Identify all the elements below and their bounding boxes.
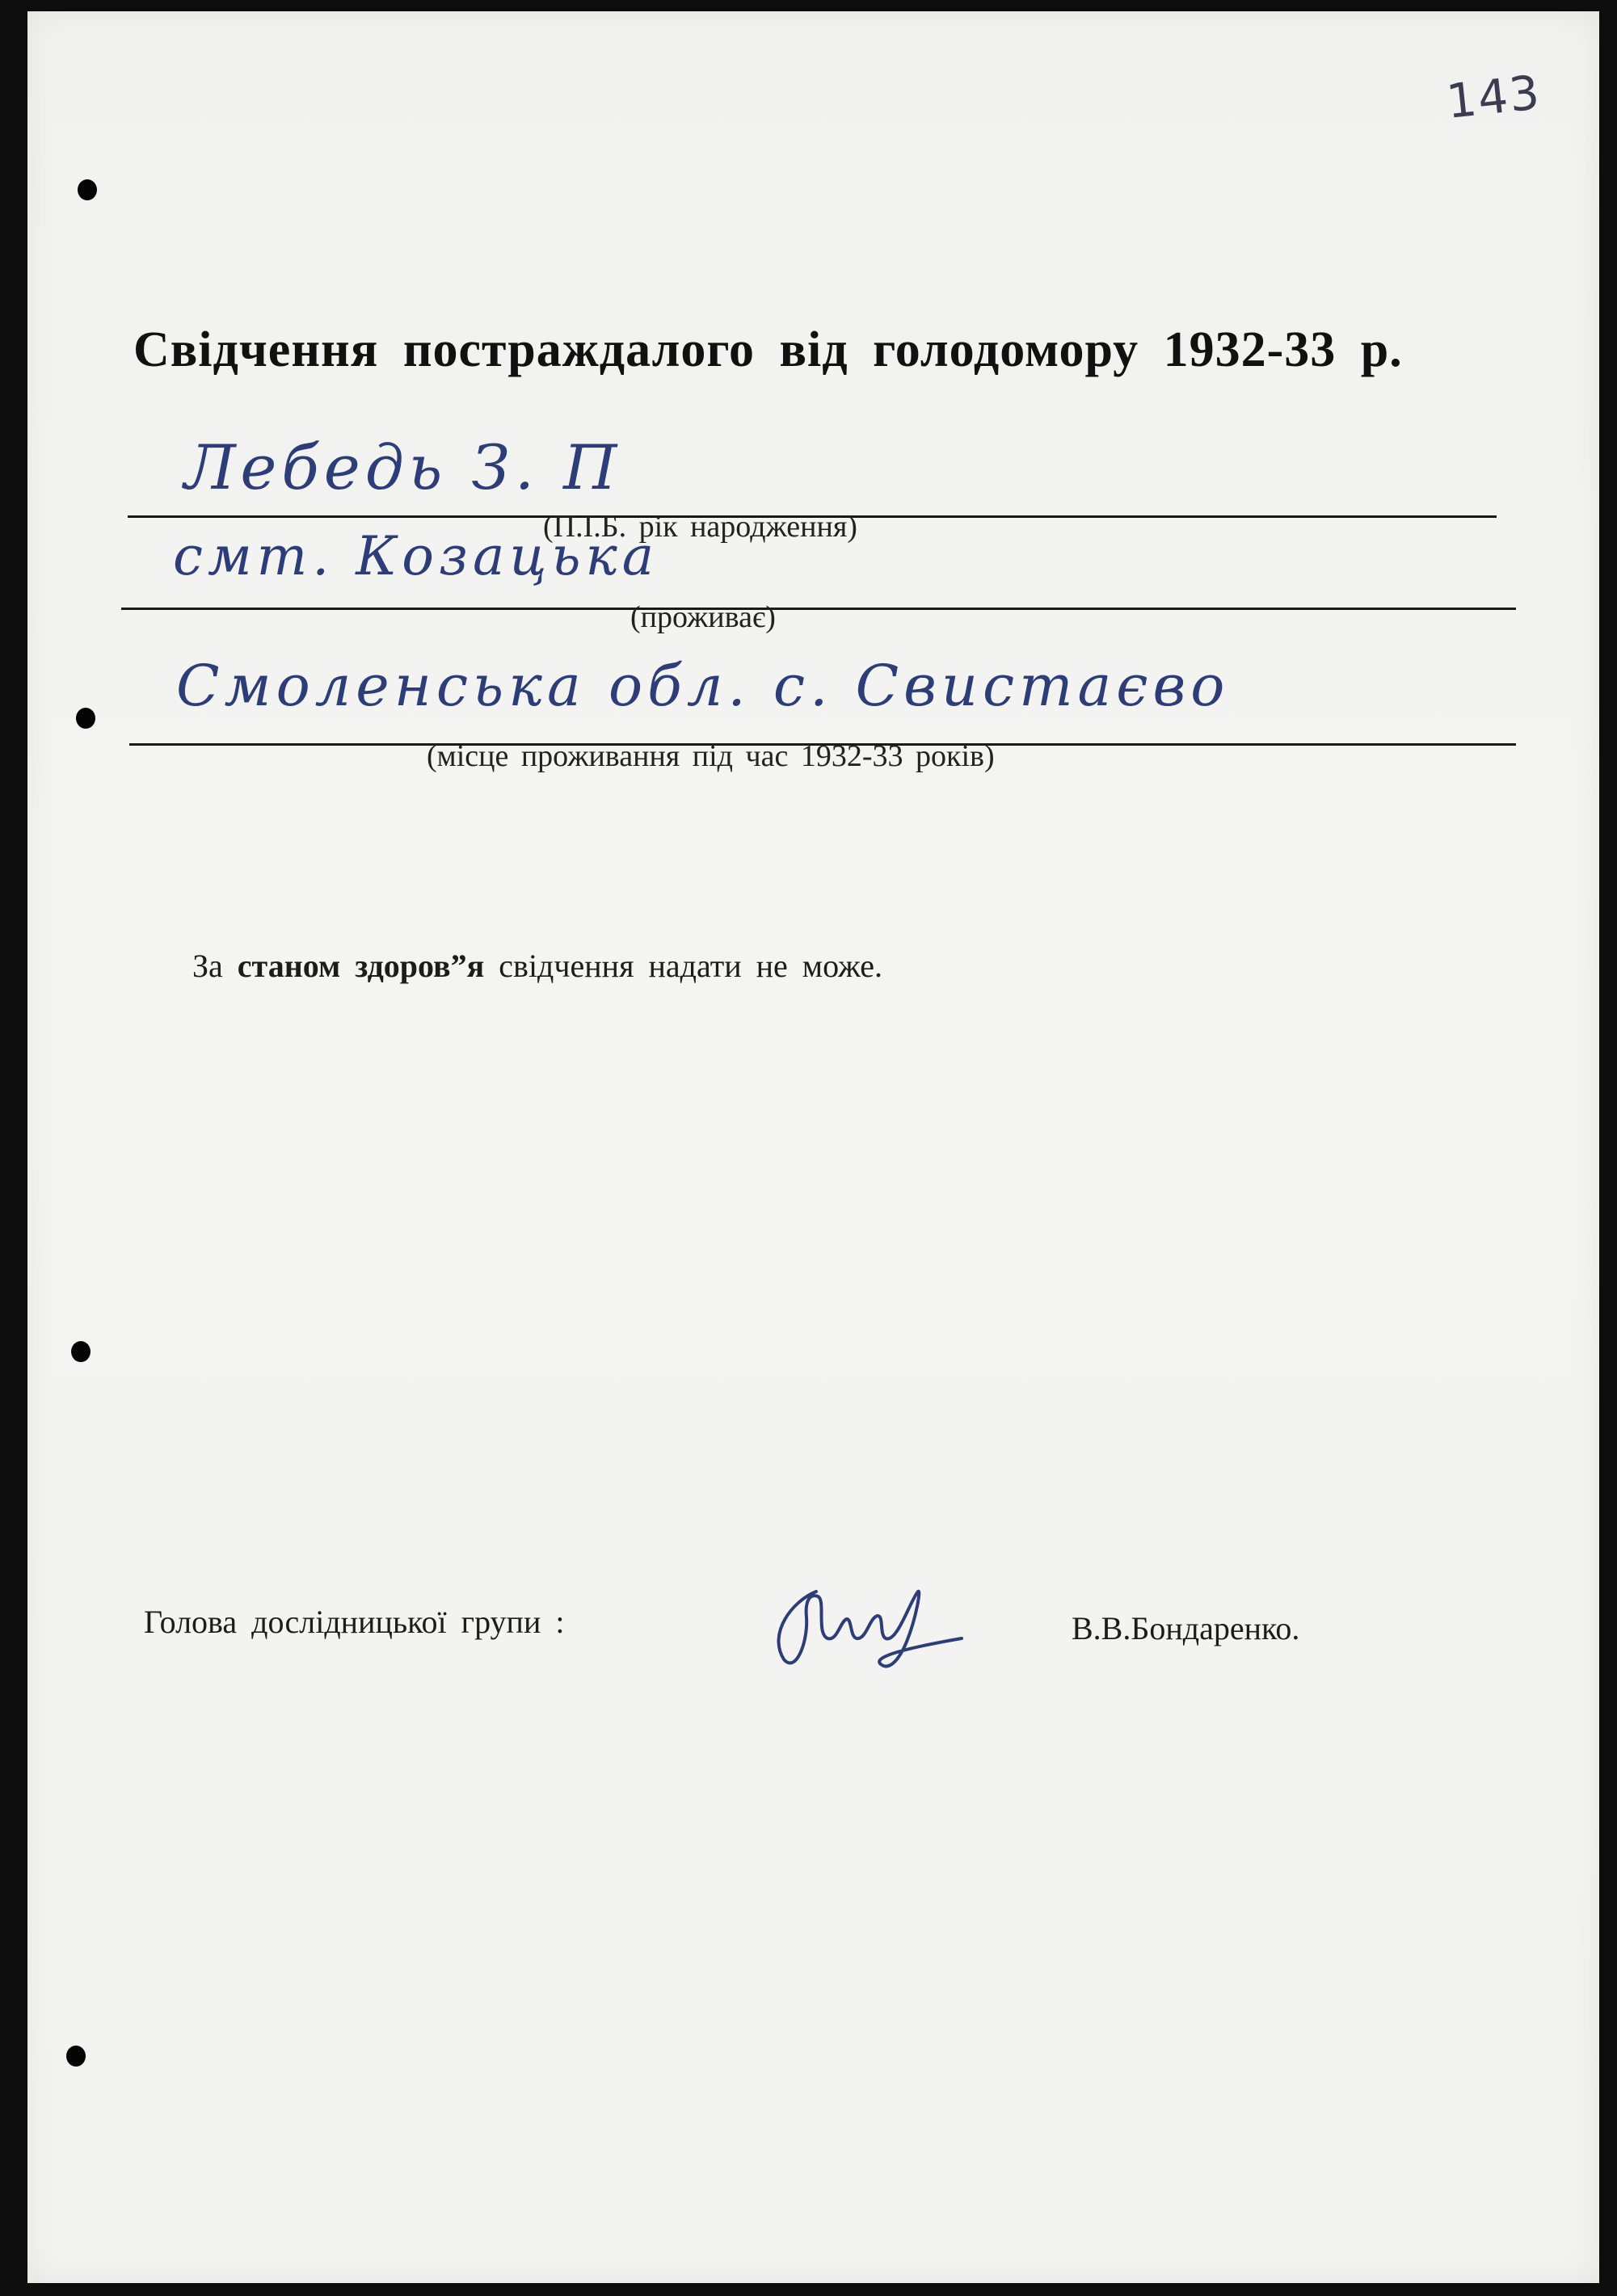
document-title: Свідчення постраждалого від голодомору 1932-33 р.: [133, 322, 1403, 377]
health-statement: [192, 947, 882, 985]
handwritten-signature: [760, 1585, 970, 1674]
page-number: 143: [1443, 65, 1543, 129]
name-caption: (П.І.Б. рік народження): [543, 510, 857, 544]
punch-hole: [78, 179, 97, 200]
handwritten-name: Лебедь З. П: [184, 431, 622, 503]
signatory-name: В.В.Бондаренко.: [1072, 1610, 1300, 1646]
punch-hole: [71, 1341, 91, 1362]
place-caption: (місце проживання під час 1932-33 років): [427, 739, 995, 773]
handwritten-place-1932-33: Смоленська обл. с. Свистаєво: [176, 653, 1230, 719]
handwritten-residence: смт. Козацька: [173, 525, 659, 587]
statement-bold: станом здоров”я: [237, 948, 485, 984]
punch-hole: [66, 2046, 86, 2067]
signature-label: Голова дослідницької групи :: [144, 1604, 565, 1640]
underline: [121, 608, 1516, 610]
punch-hole: [76, 708, 95, 729]
statement-prefix: За: [192, 948, 238, 984]
statement-suffix: свідчення надати не може.: [484, 948, 882, 984]
residence-caption: (проживає): [630, 600, 776, 634]
